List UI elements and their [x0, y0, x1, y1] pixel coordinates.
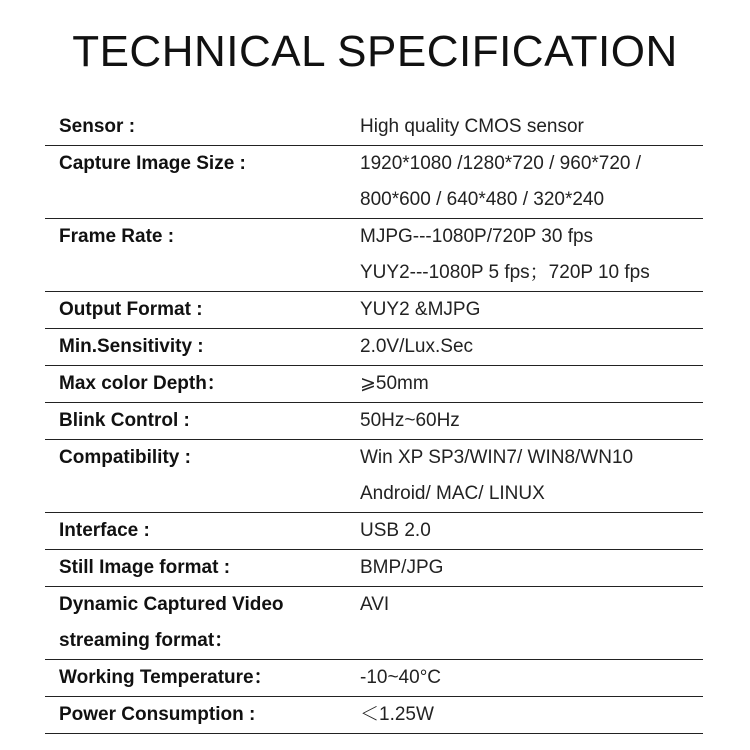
spec-value-line: Win XP SP3/WIN7/ WIN8/WN10 — [360, 447, 634, 468]
spec-label — [45, 366, 359, 402]
spec-row — [45, 513, 703, 550]
spec-row — [45, 292, 703, 329]
spec-value-line: AVI — [360, 594, 390, 615]
spec-label — [45, 403, 359, 439]
spec-label-line: Max color Depth： — [59, 373, 226, 394]
spec-row — [45, 697, 703, 734]
spec-label-line: Working Temperature： — [59, 667, 273, 688]
spec-row — [45, 366, 703, 403]
spec-value — [359, 329, 703, 365]
spec-value-line: High quality CMOS sensor — [360, 116, 584, 137]
spec-value — [359, 440, 703, 512]
spec-value — [359, 109, 703, 145]
spec-label — [45, 440, 359, 512]
spec-row — [45, 146, 703, 219]
spec-label — [45, 697, 359, 733]
spec-label — [45, 109, 359, 145]
spec-value-line: 2.0V/Lux.Sec — [360, 336, 474, 357]
spec-row — [45, 660, 703, 697]
spec-value — [359, 403, 703, 439]
spec-row — [45, 219, 703, 292]
spec-row — [45, 440, 703, 513]
spec-label-line: streaming format： — [59, 630, 234, 651]
spec-label — [45, 587, 359, 659]
spec-row — [45, 587, 703, 660]
spec-row — [45, 550, 703, 587]
spec-label — [45, 550, 359, 586]
spec-label — [45, 292, 359, 328]
spec-value-line: USB 2.0 — [360, 520, 431, 541]
spec-row — [45, 329, 703, 366]
spec-table — [45, 109, 703, 734]
page-title: TECHNICAL SPECIFICATION — [72, 27, 678, 76]
spec-value — [359, 697, 703, 733]
spec-value — [359, 513, 703, 549]
spec-value-line: -10~40°C — [360, 667, 442, 688]
spec-value — [359, 587, 703, 659]
spec-label-line: Output Format : — [59, 299, 203, 320]
spec-label-line: Interface : — [59, 520, 150, 541]
spec-label-line: Min.Sensitivity : — [59, 336, 204, 357]
spec-label — [45, 329, 359, 365]
spec-label-line: Still Image format : — [59, 557, 231, 578]
spec-value — [359, 146, 703, 218]
spec-value — [359, 366, 703, 402]
spec-label — [45, 146, 359, 218]
spec-value-line: Android/ MAC/ LINUX — [360, 483, 545, 504]
spec-value-line: ⩾50mm — [360, 373, 429, 394]
spec-label — [45, 660, 359, 696]
spec-label-line: Dynamic Captured Video — [59, 594, 284, 615]
spec-value — [359, 550, 703, 586]
spec-value-line: YUY2---1080P 5 fps；720P 10 fps — [360, 262, 650, 283]
spec-label-line: Capture Image Size : — [59, 153, 246, 174]
spec-label — [45, 513, 359, 549]
spec-value — [359, 292, 703, 328]
spec-label-line: Blink Control : — [59, 410, 190, 431]
spec-value-line: MJPG---1080P/720P 30 fps — [360, 226, 594, 247]
spec-value-line: BMP/JPG — [360, 557, 444, 578]
spec-label-line: Compatibility : — [59, 447, 191, 468]
spec-value — [359, 219, 703, 291]
spec-row — [45, 109, 703, 146]
spec-label-line: Power Consumption : — [59, 704, 256, 725]
spec-label-line: Frame Rate : — [59, 226, 175, 247]
spec-value — [359, 660, 703, 696]
spec-value-line: YUY2 &MJPG — [360, 299, 481, 320]
spec-value-line: ＜1.25W — [360, 704, 434, 725]
spec-value-line: 800*600 / 640*480 / 320*240 — [360, 189, 605, 210]
spec-value-line: 50Hz~60Hz — [360, 410, 460, 431]
spec-label-line: Sensor : — [59, 116, 136, 137]
spec-value-line: 1920*1080 /1280*720 / 960*720 / — [360, 153, 642, 174]
spec-row — [45, 403, 703, 440]
spec-label — [45, 219, 359, 291]
